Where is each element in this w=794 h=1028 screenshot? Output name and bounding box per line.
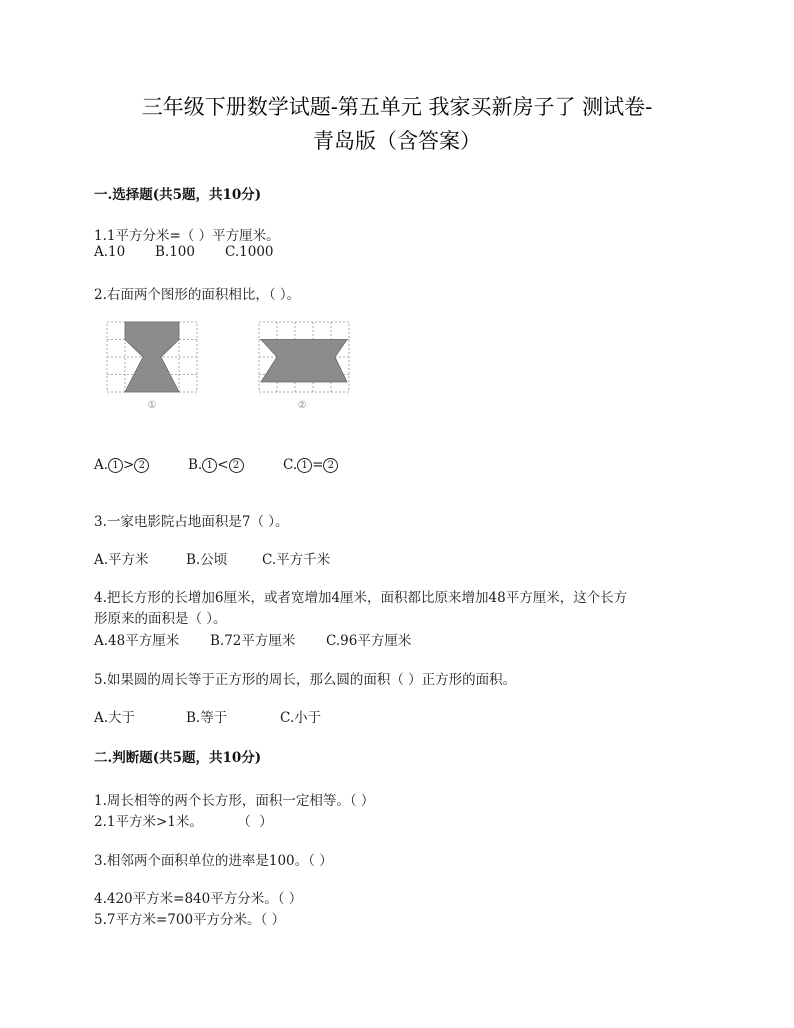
page-title-line1: 三年级下册数学试题-第五单元 我家买新房子了 测试卷- <box>141 95 653 119</box>
q2-option-a <box>94 457 149 473</box>
comparison-operator: < <box>217 457 229 473</box>
q5-text: 5.如果圆的周长等于正方形的周长，那么圆的面积（ ）正方形的面积。 <box>94 672 517 688</box>
tf-item-3: 3.相邻两个面积单位的进率是100。（ ） <box>94 853 333 869</box>
q5-option-a: A.大于 <box>94 710 136 726</box>
q4-text-line1: 4.把长方形的长增加6厘米，或者宽增加4厘米，面积都比原来增加48平方厘米，这个长方 <box>94 590 628 606</box>
q4-option-c: C.96平方厘米 <box>326 633 412 649</box>
q4-text-line2: 形原来的面积是（ ）。 <box>94 611 227 627</box>
q4-option-b: B.72平方厘米 <box>210 633 296 649</box>
q2-option-c <box>283 457 338 473</box>
q5-option-b: B.等于 <box>186 710 228 726</box>
q1-text: 1.1平方分米=（ ）平方厘米。 <box>94 228 280 244</box>
tf-item-4: 4.420平方米=840平方分米。（ ） <box>94 891 303 907</box>
q5-option-c: C.小于 <box>280 710 322 726</box>
q3-option-c: C.平方千米 <box>262 552 331 568</box>
page-title-line2: 青岛版（含答案） <box>313 129 481 153</box>
q2-option-c-prefix: C. <box>283 457 298 473</box>
section1-heading: 一.选择题(共5题，共10分) <box>94 187 262 203</box>
q4-option-a: A.48平方厘米 <box>94 633 180 649</box>
circled-number: 2 <box>229 458 244 473</box>
q2-option-a-prefix: A. <box>94 457 109 473</box>
tf-item-1: 1.周长相等的两个长方形，面积一定相等。（ ） <box>94 793 375 809</box>
tf-item-5: 5.7平方米=700平方分米。（ ） <box>94 912 286 928</box>
q2-option-b-prefix: B. <box>188 457 203 473</box>
q3-option-a: A.平方米 <box>94 552 149 568</box>
section2-heading: 二.判断题(共5题，共10分) <box>94 750 262 766</box>
circled-number: 1 <box>202 458 217 473</box>
figure-2-label: ② <box>297 400 307 411</box>
q2-text: 2.右面两个图形的面积相比，（ ）。 <box>94 287 301 303</box>
q1-option-b: B.100 <box>155 244 195 260</box>
comparison-operator: = <box>312 457 324 473</box>
circled-number: 2 <box>323 458 338 473</box>
q3-option-b: B.公顷 <box>186 552 228 568</box>
comparison-operator: > <box>123 457 135 473</box>
q2-option-b <box>188 457 244 473</box>
q3-text: 3.一家电影院占地面积是7（ ）。 <box>94 514 289 530</box>
tf-item-2: 2.1平方米>1米。 （ ） <box>94 814 273 830</box>
q1-option-c: C.1000 <box>225 244 274 260</box>
circled-number: 1 <box>297 458 312 473</box>
figure-2-bowtie-shape <box>257 320 357 395</box>
figure-1-hourglass-shape <box>105 320 205 395</box>
q1-option-a: A.10 <box>94 244 126 260</box>
figure-1-label: ① <box>147 400 157 411</box>
circled-number: 1 <box>108 458 123 473</box>
circled-number: 2 <box>134 458 149 473</box>
